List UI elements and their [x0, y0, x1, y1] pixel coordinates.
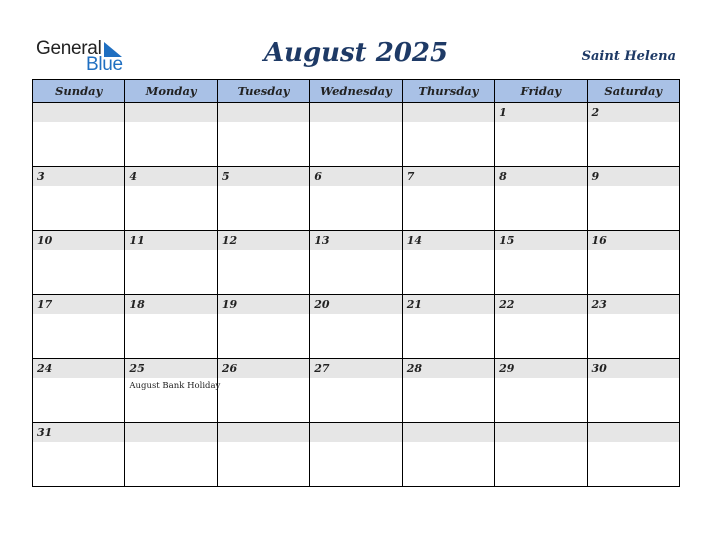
empty-day-cell: [33, 103, 125, 167]
day-header-band: [125, 359, 216, 378]
region-label: Saint Helena: [581, 49, 676, 64]
day-number: 11: [129, 234, 145, 247]
day-header-band: [495, 231, 586, 250]
empty-day-cell: [495, 423, 587, 487]
empty-day-cell: [402, 103, 494, 167]
week-row: [33, 167, 680, 231]
day-header-band: [588, 167, 679, 186]
day-header-band: [403, 423, 494, 442]
day-header-band: [33, 167, 124, 186]
weekday-friday: Friday: [495, 80, 587, 103]
day-number: 3: [37, 170, 45, 183]
week-row: [33, 295, 680, 359]
empty-day-cell: [310, 423, 402, 487]
empty-day-cell: [125, 423, 217, 487]
day-header-band: [403, 295, 494, 314]
day-cell: [125, 359, 221, 423]
day-header-band: [310, 231, 401, 250]
logo-text-blue: Blue: [86, 54, 123, 75]
day-number: 29: [499, 362, 515, 375]
weekday-monday: Monday: [125, 80, 217, 103]
day-cell: [33, 167, 125, 231]
day-header-band: [403, 103, 494, 122]
day-header-band: [218, 359, 309, 378]
weekday-tuesday: Tuesday: [217, 80, 309, 103]
day-cell: [587, 231, 679, 295]
day-header-band: [403, 167, 494, 186]
day-cell: [495, 167, 587, 231]
day-cell: [495, 295, 587, 359]
day-header-band: [218, 231, 309, 250]
day-number: 28: [406, 362, 422, 375]
day-number: 18: [129, 298, 145, 311]
empty-day-cell: [402, 423, 494, 487]
day-number: 7: [406, 170, 415, 183]
day-cell: [125, 295, 217, 359]
day-header-band: [403, 359, 494, 378]
weekday-sunday: Sunday: [33, 80, 125, 103]
empty-day-cell: [217, 423, 309, 487]
day-header-band: [125, 423, 216, 442]
day-number: 2: [591, 106, 600, 119]
day-cell: [402, 359, 494, 423]
day-header-band: [33, 103, 124, 122]
day-cell: [33, 359, 125, 423]
day-number: 20: [314, 298, 330, 311]
day-header-band: [495, 295, 586, 314]
day-cell: [217, 359, 309, 423]
week-row: [33, 231, 680, 295]
day-number: 12: [221, 234, 238, 247]
day-header-band: [33, 423, 124, 442]
day-cell: [402, 295, 494, 359]
day-cell: [587, 295, 679, 359]
day-cell: [402, 167, 494, 231]
day-number: 6: [314, 170, 322, 183]
day-cell: [495, 231, 587, 295]
weekday-thursday: Thursday: [402, 80, 494, 103]
day-cell: [495, 359, 587, 423]
day-number: 30: [591, 362, 607, 375]
day-header-band: [310, 423, 401, 442]
day-number: 16: [591, 234, 607, 247]
day-header-band: [588, 231, 679, 250]
day-cell: [125, 231, 217, 295]
day-header-band: [495, 167, 586, 186]
day-number: 15: [499, 234, 515, 247]
empty-day-cell: [587, 423, 679, 487]
day-cell: [310, 167, 402, 231]
day-header-band: [310, 295, 401, 314]
day-header-band: [495, 359, 586, 378]
day-header-band: [125, 295, 216, 314]
day-header-band: [495, 423, 586, 442]
day-number: 14: [406, 234, 422, 247]
day-number: 19: [221, 298, 238, 311]
day-number: 5: [221, 170, 230, 183]
day-number: 13: [314, 234, 330, 247]
day-number: 1: [499, 106, 507, 119]
day-header-band: [588, 359, 679, 378]
day-number: 10: [37, 234, 53, 247]
day-number: 8: [499, 170, 507, 183]
day-header-band: [218, 423, 309, 442]
day-number: 22: [499, 298, 515, 311]
day-header-band: [125, 231, 216, 250]
day-header-band: [125, 167, 216, 186]
empty-day-cell: [217, 103, 309, 167]
week-row: [33, 103, 680, 167]
day-header-band: [310, 167, 401, 186]
empty-day-cell: [125, 103, 217, 167]
day-cell: [495, 103, 587, 167]
day-header-band: [33, 231, 124, 250]
calendar-grid: [32, 79, 680, 487]
day-cell: [310, 231, 402, 295]
day-cell: [310, 359, 402, 423]
day-header-band: [125, 103, 216, 122]
week-row: [33, 423, 680, 487]
day-number: 25: [129, 362, 145, 375]
day-header-band: [218, 167, 309, 186]
day-cell: [33, 231, 125, 295]
day-number: 4: [129, 170, 138, 183]
day-cell: [310, 295, 402, 359]
day-cell: [587, 167, 679, 231]
calendar-title: August 2025: [263, 38, 449, 68]
day-header-band: [588, 423, 679, 442]
day-header-band: [218, 103, 309, 122]
day-cell: [217, 295, 309, 359]
day-cell: [587, 359, 679, 423]
day-cell: [217, 231, 309, 295]
day-cell: [217, 167, 309, 231]
day-header-band: [33, 295, 124, 314]
day-number: 31: [37, 426, 53, 439]
weekday-wednesday: Wednesday: [310, 80, 402, 103]
day-cell: [402, 231, 494, 295]
day-cell: [125, 167, 217, 231]
day-number: 26: [221, 362, 238, 375]
day-header-band: [310, 359, 401, 378]
logo-text-general: General: [36, 38, 102, 59]
holiday-label: August Bank Holiday: [129, 381, 221, 391]
weekday-header-row: [33, 80, 680, 103]
day-cell: [33, 423, 125, 487]
day-header-band: [310, 103, 401, 122]
day-number: 27: [314, 362, 330, 375]
empty-day-cell: [310, 103, 402, 167]
weekday-saturday: Saturday: [587, 80, 679, 103]
day-number: 9: [591, 170, 600, 183]
day-number: 24: [37, 362, 53, 375]
day-number: 23: [591, 298, 607, 311]
day-cell: [33, 295, 125, 359]
week-row: [33, 359, 680, 423]
day-header-band: [588, 295, 679, 314]
day-header-band: [403, 231, 494, 250]
day-number: 21: [406, 298, 422, 311]
day-header-band: [218, 295, 309, 314]
day-number: 17: [37, 298, 53, 311]
day-header-band: [495, 103, 586, 122]
day-header-band: [33, 359, 124, 378]
day-cell: [587, 103, 679, 167]
day-header-band: [588, 103, 679, 122]
